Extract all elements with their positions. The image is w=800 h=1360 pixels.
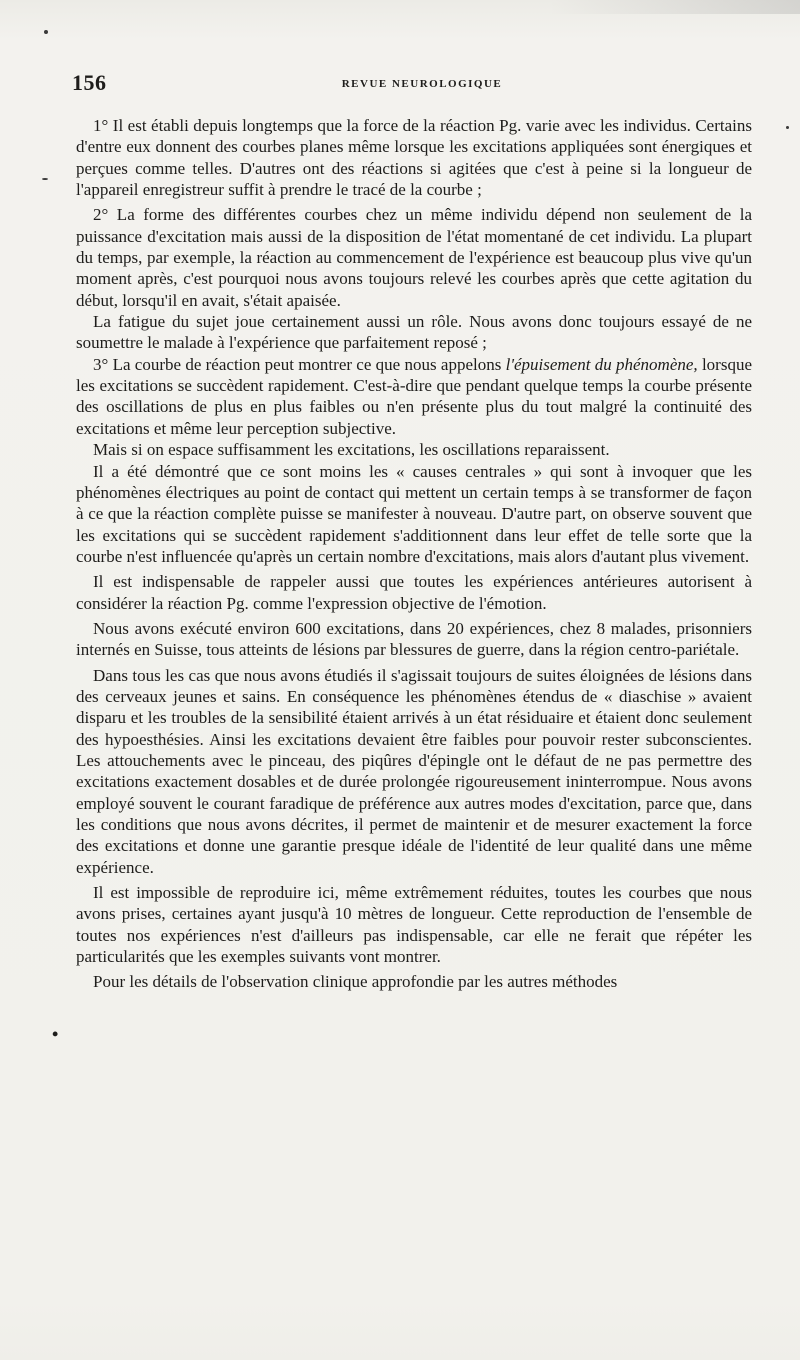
paragraph: Nous avons exécuté environ 600 excitations, dans 20 expériences, chez 8 malades, prisonniers internés en Suisse, tous atteints de lésions par blessures de guerre, dans la région centro-pariétale. — [76, 618, 752, 660]
scan-speck — [42, 178, 48, 180]
paragraph-text: lorsque les excitations se succèdent rapidement. C'est-à-dire que pendant quelque temps la courbe présente des oscillations de plus en plus faibles ou n'en présente plus du tout malgré la continuité des excitations et même leur perception subjective. — [76, 354, 752, 438]
paragraph: La fatigue du sujet joue certainement aussi un rôle. Nous avons donc toujours essayé de ne soumettre le malade à l'expérience que parfaitement reposé ; — [76, 312, 752, 353]
paragraph: Il est indispensable de rappeler aussi que toutes les expériences antérieures autorisent à considérer la réaction Pg. comme l'expression objective de l'émotion. — [76, 572, 752, 613]
paragraph: 2° La forme des différentes courbes chez un même individu dépend non seulement de la puissance d'excitation mais aussi de la disposition de l'état momentané de cet individu. La plupart du temps, par exemple, la réaction au commencement de l'expérience est beaucoup plus vive qu'un moment après, c'est pourquoi nous avons toujours relevé les courbes après que cette agitation du début, lorsqu'il en avait, s'était apaisée. — [76, 205, 752, 310]
paragraph: Il est impossible de reproduire ici, même extrêmement réduites, toutes les courbes que nous avons prises, certaines ayant jusqu'à 10 mètres de longueur. Cette reproduction de l'ensemble de toutes nos expériences n'est d'ailleurs pas indispensable, car elle ne ferait que répéter les particularités que les exemples suivants vont montrer. — [76, 883, 752, 967]
page-header — [72, 70, 752, 98]
paragraph: 1° Il est établi depuis longtemps que la force de la réaction Pg. varie avec les individus. Certains d'entre eux donnent des courbes planes même lorsque les excitations appliquées sont énergiques et perçues comme telles. D'autres ont des réactions si agitées que c'est à peine si la longueur de l'appareil enregistreur suffit à prendre le tracé de la courbe ; — [76, 116, 752, 200]
italic-term: l'épuisement du phénomène, — [505, 354, 698, 374]
paragraph-text: 3° La courbe de réaction peut montrer ce que nous appelons — [93, 354, 502, 374]
paragraph: Dans tous les cas que nous avons étudiés il s'agissait toujours de suites éloignées de lésions dans des cerveaux jeunes et sains. En conséquence les phénomènes étendus de « diaschise » avaient disparu et les troubles de la sensibilité étaient arrivés à un état résiduaire et étaient donc seulement des hypoesthésies. Ainsi les excitations devaient être faibles pour pouvoir rester subconscientes. Les attouchements avec le pinceau, des piqûres d'épingle ont le défaut de ne pas permettre des excitations exactement dosables et de durée prolongée rigoureusement ininterrompue. Nous avons employé souvent le courant faradique de préférence aux autres modes d'excitation, parce que, dans les conditions que nous avons décrites, il permet de maintenir et de mesurer exactement la force des excitations et donne une garantie presque idéale de l'identité de leur qualité dans une même expérience. — [76, 665, 752, 877]
scan-edge-shadow — [550, 0, 800, 14]
paragraph: Pour les détails de l'observation clinique approfondie par les autres méthodes — [93, 972, 618, 992]
margin-mark: • — [52, 1024, 59, 1044]
scan-speck — [786, 126, 789, 129]
paragraph: Mais si on espace suffisamment les excitations, les oscillations reparaissent. — [93, 440, 610, 460]
article-body — [76, 115, 752, 993]
page-number: 156 — [72, 70, 107, 95]
scan-speck — [44, 30, 48, 34]
running-title: REVUE NEUROLOGIQUE — [341, 78, 503, 90]
paragraph: Il a été démontré que ce sont moins les « causes centrales » qui sont à invoquer que les phénomènes électriques au point de contact qui mettent un certain temps à se transformer de façon à ce que la réaction complète puisse se manifester à nouveau. D'autre part, on observe souvent que les excitations qui se succèdent rapidement s'additionnent dans leur effet de telle sorte que la courbe n'est influencée qu'après un certain nombre d'excitations, mais alors d'autant plus vivement. — [76, 461, 752, 566]
paragraph — [76, 354, 752, 439]
